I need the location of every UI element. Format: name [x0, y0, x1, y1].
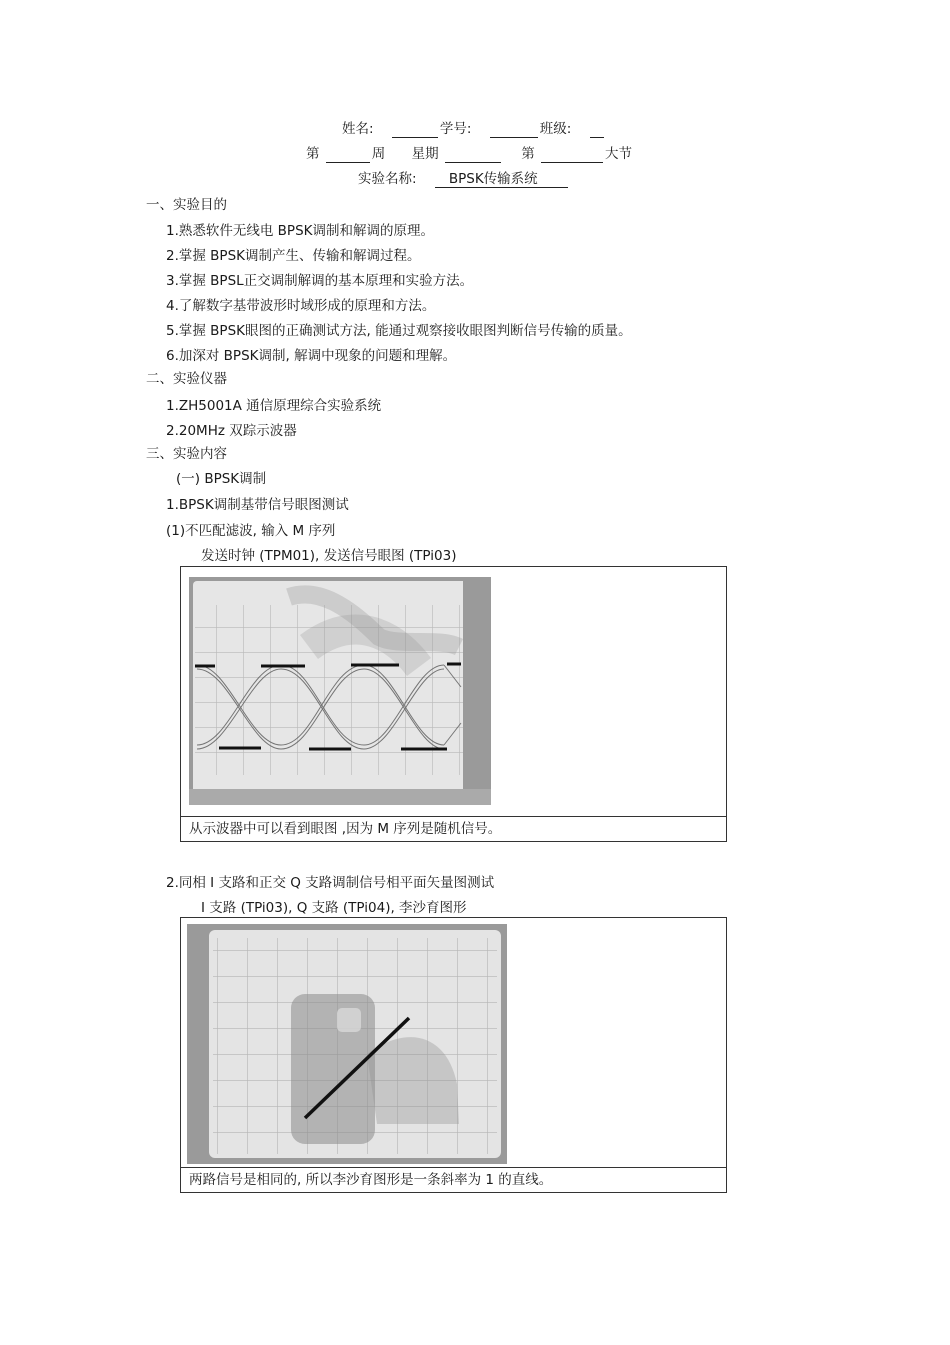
list-item: 1.ZH5001A 通信原理综合实验系统	[166, 398, 382, 414]
section-title: 一、实验目的	[146, 197, 227, 213]
exp-name-label: 实验名称:	[358, 171, 417, 187]
week-field[interactable]	[326, 148, 370, 163]
section-prefix: 第	[521, 146, 535, 162]
week-suffix: 周	[371, 146, 386, 162]
test2-signals: I 支路 (TPi03), Q 支路 (TPi04), 李沙育图形	[201, 900, 467, 916]
test2-title: 2.同相 I 支路和正交 Q 支路调制信号相平面矢量图测试	[166, 875, 495, 891]
id-label: 学号:	[439, 121, 472, 137]
lissajous-caption: 两路信号是相同的, 所以李沙育图形是一条斜率为 1 的直线。	[181, 1167, 726, 1192]
section-field[interactable]	[541, 148, 603, 163]
list-item: 6.加深对 BPSK调制, 解调中现象的问题和理解。	[166, 348, 457, 364]
eye-diagram-caption: 从示波器中可以看到眼图 ,因为 M 序列是随机信号。	[181, 816, 726, 841]
list-item: 2.20MHz 双踪示波器	[166, 423, 297, 439]
name-label: 姓名:	[342, 121, 374, 137]
test1-title: 1.BPSK调制基带信号眼图测试	[166, 497, 349, 513]
header-row-2	[306, 145, 632, 163]
exp-name-value: BPSK传输系统	[435, 171, 568, 188]
name-field[interactable]	[392, 123, 438, 138]
test1-subtitle: (1)不匹配滤波, 输入 M 序列	[166, 523, 336, 539]
eye-diagram-photo	[189, 577, 491, 805]
list-item: 2.掌握 BPSK调制产生、传输和解调过程。	[166, 248, 421, 264]
test1-signals: 发送时钟 (TPM01), 发送信号眼图 (TPi03)	[201, 548, 457, 564]
lissajous-photo	[187, 924, 507, 1164]
weekday-field[interactable]	[445, 148, 501, 163]
section-suffix: 大节	[604, 146, 632, 162]
header-row-3	[358, 170, 568, 188]
section-title: 三、实验内容	[146, 446, 227, 462]
class-field[interactable]	[590, 123, 604, 138]
list-item: 4.了解数字基带波形时域形成的原理和方法。	[166, 298, 436, 314]
list-item: 1.熟悉软件无线电 BPSK调制和解调的原理。	[166, 223, 434, 239]
subsection-title: (一) BPSK调制	[176, 471, 267, 487]
figure-box-lissajous	[180, 917, 727, 1193]
weekday-label: 星期	[411, 146, 439, 162]
section-title: 二、实验仪器	[146, 371, 227, 387]
week-prefix: 第	[306, 146, 320, 162]
header-row-1	[342, 120, 606, 138]
list-item: 5.掌握 BPSK眼图的正确测试方法, 能通过观察接收眼图判断信号传输的质量。	[166, 323, 632, 339]
list-item: 3.掌握 BPSL正交调制解调的基本原理和实验方法。	[166, 273, 474, 289]
id-field[interactable]	[490, 123, 538, 138]
figure-box-eye-diagram	[180, 566, 727, 842]
class-label: 班级:	[539, 121, 572, 137]
